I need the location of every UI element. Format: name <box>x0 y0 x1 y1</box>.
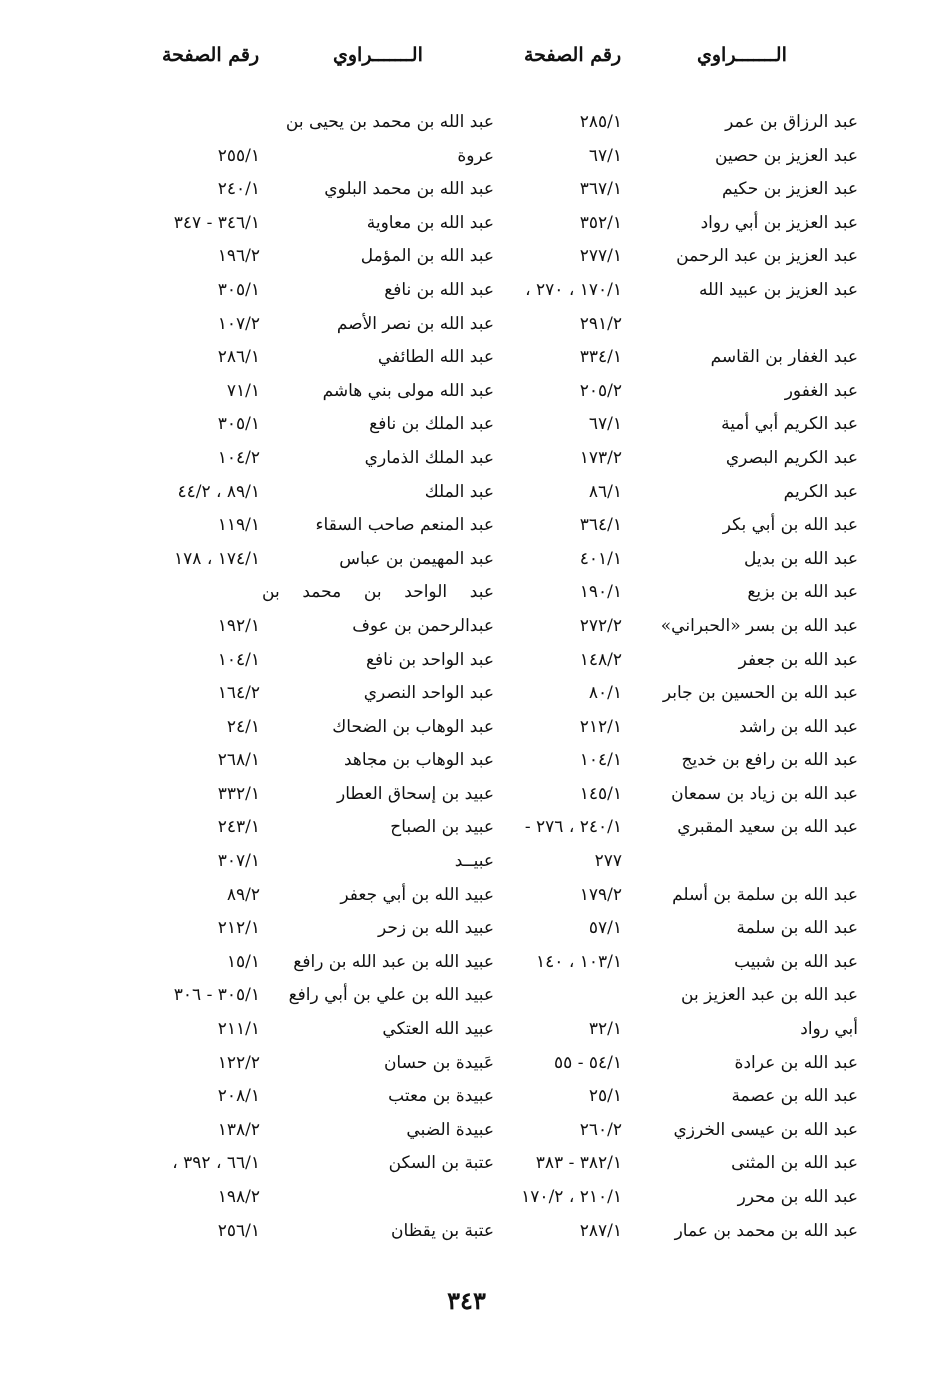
narrator-name: عبد الله بن الحسين بن جابر <box>662 683 858 704</box>
page-reference: ٨٠/١ <box>588 683 622 704</box>
page-reference: ٣٠٥/١ <box>217 279 260 300</box>
page-reference: ١٠٣/١ ، ١٤٠ <box>536 951 622 972</box>
narrator-name: عبد العزيز بن حكيم <box>721 179 858 200</box>
narrator-name: عبد العزيز بن عبد الرحمن <box>676 246 858 267</box>
narrator-name: عبد الكريم أبي أمية <box>721 414 858 435</box>
page-reference: ٥٤/١ - ٥٥ <box>554 1052 622 1073</box>
narrator-name: عبد المنعم صاحب السقاء <box>315 515 494 536</box>
page-reference: ١٤٥/١ <box>579 783 622 804</box>
narrator-name: عبيدة الضبي <box>406 1119 494 1140</box>
page-reference: ٢٩١/٢ <box>579 313 622 334</box>
narrator-name: عبد الله بن عرادة <box>734 1052 858 1073</box>
narrator-name: عبد الغفور <box>784 380 858 401</box>
narrator-name <box>640 308 858 342</box>
page-reference: ٣٤٦/١ - ٣٤٧ <box>173 212 260 233</box>
narrator-name: عبد الملك بن نافع <box>369 414 494 435</box>
narrator-name: عبد العزيز بن عبيد الله <box>698 279 858 300</box>
right-pages-column <box>500 106 622 1248</box>
page-reference: ١٩٦/٢ <box>217 246 260 267</box>
narrator-name: عبد الكريم البصري <box>725 447 858 468</box>
narrator-name: عبيد الله بن عبد الله بن رافع <box>293 951 494 972</box>
narrator-name: عبد الله بن المؤمل <box>360 246 494 267</box>
page-reference: ٤٠١/١ <box>579 548 622 569</box>
narrator-name: عبيد الله بن زحر <box>378 918 494 939</box>
page-reference: ٢٠٥/٢ <box>579 380 622 401</box>
narrator-name: عبد الله بن معاوية <box>366 212 494 233</box>
page-number: ٣٤٣ <box>447 1286 486 1315</box>
page-reference: ٢١٢/١ <box>217 918 260 939</box>
narrator-name: عبد الغفار بن القاسم <box>710 347 858 368</box>
narrator-name: عبيدة بن معتب <box>388 1086 494 1107</box>
page-reference: ١٠٤/١ <box>579 750 622 771</box>
page-reference: ٢٨٥/١ <box>579 112 622 132</box>
narrator-name: عبد الله مولى بني هاشم <box>322 380 494 401</box>
page-reference: ٦٧/١ <box>588 145 622 166</box>
narrator-name: عبيد الله بن علي بن أبي رافع <box>288 985 494 1006</box>
page-reference: ٢٦٨/١ <box>217 750 260 771</box>
page-reference: ١٥/١ <box>226 951 260 972</box>
narrator-name: عبد الله بن بسر «الحبراني» <box>660 615 858 636</box>
narrator-name: عبد الله بن نافع <box>384 279 494 300</box>
narrator-name: عبد الله بن عصمة <box>731 1086 858 1107</box>
left-names-column <box>262 106 494 1248</box>
narrator-name <box>640 845 858 879</box>
page-reference: ٢٧٧ <box>594 851 622 872</box>
narrator-name: عبد الرزاق بن عمر <box>725 112 858 132</box>
page-reference: ٢٤/١ <box>226 716 260 737</box>
narrator-name: عبد العزيز بن حصين <box>715 145 858 166</box>
page-reference: ٣٠٥/١ - ٣٠٦ <box>173 985 260 1006</box>
header-right-page: رقم الصفحة <box>524 44 622 66</box>
page-reference: ٢٥/١ <box>588 1086 622 1107</box>
page-reference: ١٦٤/٢ <box>217 683 260 704</box>
page-reference: ١٧٠/١ ، ٢٧٠ ، <box>525 279 622 300</box>
page-reference: ١٠٤/٢ <box>217 447 260 468</box>
right-names-column <box>640 106 858 1248</box>
page-reference: ٣٦٤/١ <box>579 515 622 536</box>
page-reference: ٣٨٢/١ - ٣٨٣ <box>535 1153 622 1174</box>
page-reference: ٣٠٥/١ <box>217 414 260 435</box>
page-reference: ٢٥٦/١ <box>217 1220 260 1241</box>
narrator-name: عبد الله بن رافع بن خديج <box>681 750 858 771</box>
narrator-name: عبد الله بن محرر <box>737 1187 858 1207</box>
page-reference <box>150 576 260 610</box>
page-reference: ١٧٣/٢ <box>579 447 622 468</box>
page-reference: ١٤٨/٢ <box>579 649 622 670</box>
page-reference: ٢٠٨/١ <box>217 1086 260 1107</box>
narrator-name: عبدالرحمن بن عوف <box>352 615 494 636</box>
page-reference: ٦٦/١ ، ٣٩٢ ، <box>172 1153 260 1174</box>
page-reference: ٧١/١ <box>226 380 260 401</box>
page-reference: ٢١٢/١ <box>579 716 622 737</box>
page-reference: ٢٤٣/١ <box>217 817 260 838</box>
narrator-name: عبد الله بن بديل <box>744 548 858 569</box>
narrator-name: عبد الله الطائفي <box>377 347 494 368</box>
narrator-name: عتبة بن يقظان <box>391 1220 494 1241</box>
page-reference: ١٩٢/١ <box>217 615 260 636</box>
page-reference: ٢٤٠/١ <box>217 179 260 200</box>
narrator-name: عبد الله بن محمد بن عمار <box>674 1220 858 1241</box>
page-reference: ٢٥٥/١ <box>217 145 260 166</box>
page-reference <box>150 106 260 140</box>
page-reference: ٢٤٠/١ ، ٢٧٦ - <box>524 817 622 838</box>
page-reference: ١٣٨/٢ <box>217 1119 260 1140</box>
narrator-name: عبد الله بن عيسى الخرزي <box>673 1119 858 1140</box>
narrator-name: عبد الله بن عبد العزيز بن <box>681 985 858 1006</box>
page-reference: ٢٨٧/١ <box>579 1220 622 1241</box>
page-reference: ٣٥٢/١ <box>579 212 622 233</box>
narrator-name: عبد الله بن أبي بكر <box>722 515 858 536</box>
narrator-name: عبيد الله العتكي <box>382 1019 494 1040</box>
narrator-name: عبد الوهاب بن الضحاك <box>332 716 494 737</box>
narrator-name: عبد الله بن محمد بن يحيى بن <box>285 112 494 132</box>
page-reference: ٨٩/١ ، ٤٤/٢ <box>177 481 260 502</box>
page-reference: ٨٦/١ <box>588 481 622 502</box>
page-reference: ١٢٢/٢ <box>217 1052 260 1073</box>
narrator-name: أبي رواد <box>800 1019 858 1040</box>
page-reference: ٨٩/٢ <box>226 884 260 905</box>
page-reference: ٣٣٢/١ <box>217 783 260 804</box>
narrator-name: عبد الله بن راشد <box>739 716 858 737</box>
page-reference: ٢٦٠/٢ <box>579 1119 622 1140</box>
narrator-name: عبد الكريم <box>783 481 858 502</box>
narrator-name: عبيد بن إسحاق العطار <box>337 783 494 804</box>
page-reference: ١١٩/١ <box>217 515 260 536</box>
narrator-name: عبد الله بن سعيد المقبري <box>677 817 858 838</box>
page-reference: ٢٧٢/٢ <box>579 615 622 636</box>
narrator-name: عبد الله بن زياد بن سمعان <box>671 783 858 804</box>
page-reference: ٣٠٧/١ <box>217 851 260 872</box>
page-reference: ٢١٠/١ ، ١٧٠/٢ <box>521 1187 622 1207</box>
narrator-name: عبد الله بن نصر الأصم <box>336 313 494 334</box>
narrator-name: عبد الملك <box>424 481 494 502</box>
page-reference: ١٧٩/٢ <box>579 884 622 905</box>
narrator-name: عَبيدة بن حسان <box>383 1052 494 1073</box>
header-left-rawi: الـــــــراوي <box>333 44 423 66</box>
narrator-name: عبد الله بن جعفر <box>738 649 858 670</box>
narrator-name: عبيد الله بن أبي جعفر <box>340 884 494 905</box>
header-left-page: رقم الصفحة <box>162 44 260 66</box>
page-reference: ١٧٤/١ ، ١٧٨ <box>174 548 260 569</box>
narrator-name: عبد الله بن المثنى <box>731 1153 858 1174</box>
narrator-name: عبد العزيز بن أبي رواد <box>700 212 858 233</box>
narrator-name: عروة <box>457 145 494 166</box>
narrator-name: عبد الله بن سلمة بن أسلم <box>672 884 858 905</box>
page-reference <box>500 979 622 1013</box>
page-reference: ٣٦٧/١ <box>579 179 622 200</box>
page-reference: ٢١١/١ <box>217 1019 260 1040</box>
header-right-rawi: الـــــــراوي <box>697 44 787 66</box>
page-reference: ١٩٠/١ <box>579 582 622 603</box>
narrator-name <box>262 1181 494 1215</box>
narrator-name: عبد الله بن محمد البلوي <box>324 179 494 200</box>
narrator-name: عتبة بن السكن <box>388 1153 494 1174</box>
page-reference: ٣٣٤/١ <box>579 347 622 368</box>
narrator-name: عبد الواحد النصري <box>363 683 494 704</box>
page-reference: ٦٧/١ <box>588 414 622 435</box>
page-reference: ١٠٤/١ <box>217 649 260 670</box>
narrator-name: عبد الواحد بن محمد بن <box>262 582 494 603</box>
page-reference: ٢٨٦/١ <box>217 347 260 368</box>
narrator-name: عبد المهيمن بن عباس <box>339 548 494 569</box>
narrator-name: عبد الوهاب بن مجاهد <box>343 750 494 771</box>
narrator-name: عبيــد <box>454 851 494 872</box>
page-reference: ٢٧٧/١ <box>579 246 622 267</box>
narrator-name: عبد الملك الذماري <box>364 447 494 468</box>
narrator-name: عبد الله بن سلمة <box>736 918 858 939</box>
page-reference: ١٠٧/٢ <box>217 313 260 334</box>
page-reference: ٥٧/١ <box>588 918 622 939</box>
page-reference: ١٩٨/٢ <box>217 1187 260 1207</box>
narrator-name: عبد الله بن شبيب <box>734 951 858 972</box>
narrator-name: عبيد بن الصباح <box>390 817 494 838</box>
page-reference: ٣٢/١ <box>588 1019 622 1040</box>
narrator-name: عبد الله بن بزيع <box>747 582 858 603</box>
narrator-name: عبد الواحد بن نافع <box>365 649 494 670</box>
left-pages-column <box>150 106 260 1248</box>
